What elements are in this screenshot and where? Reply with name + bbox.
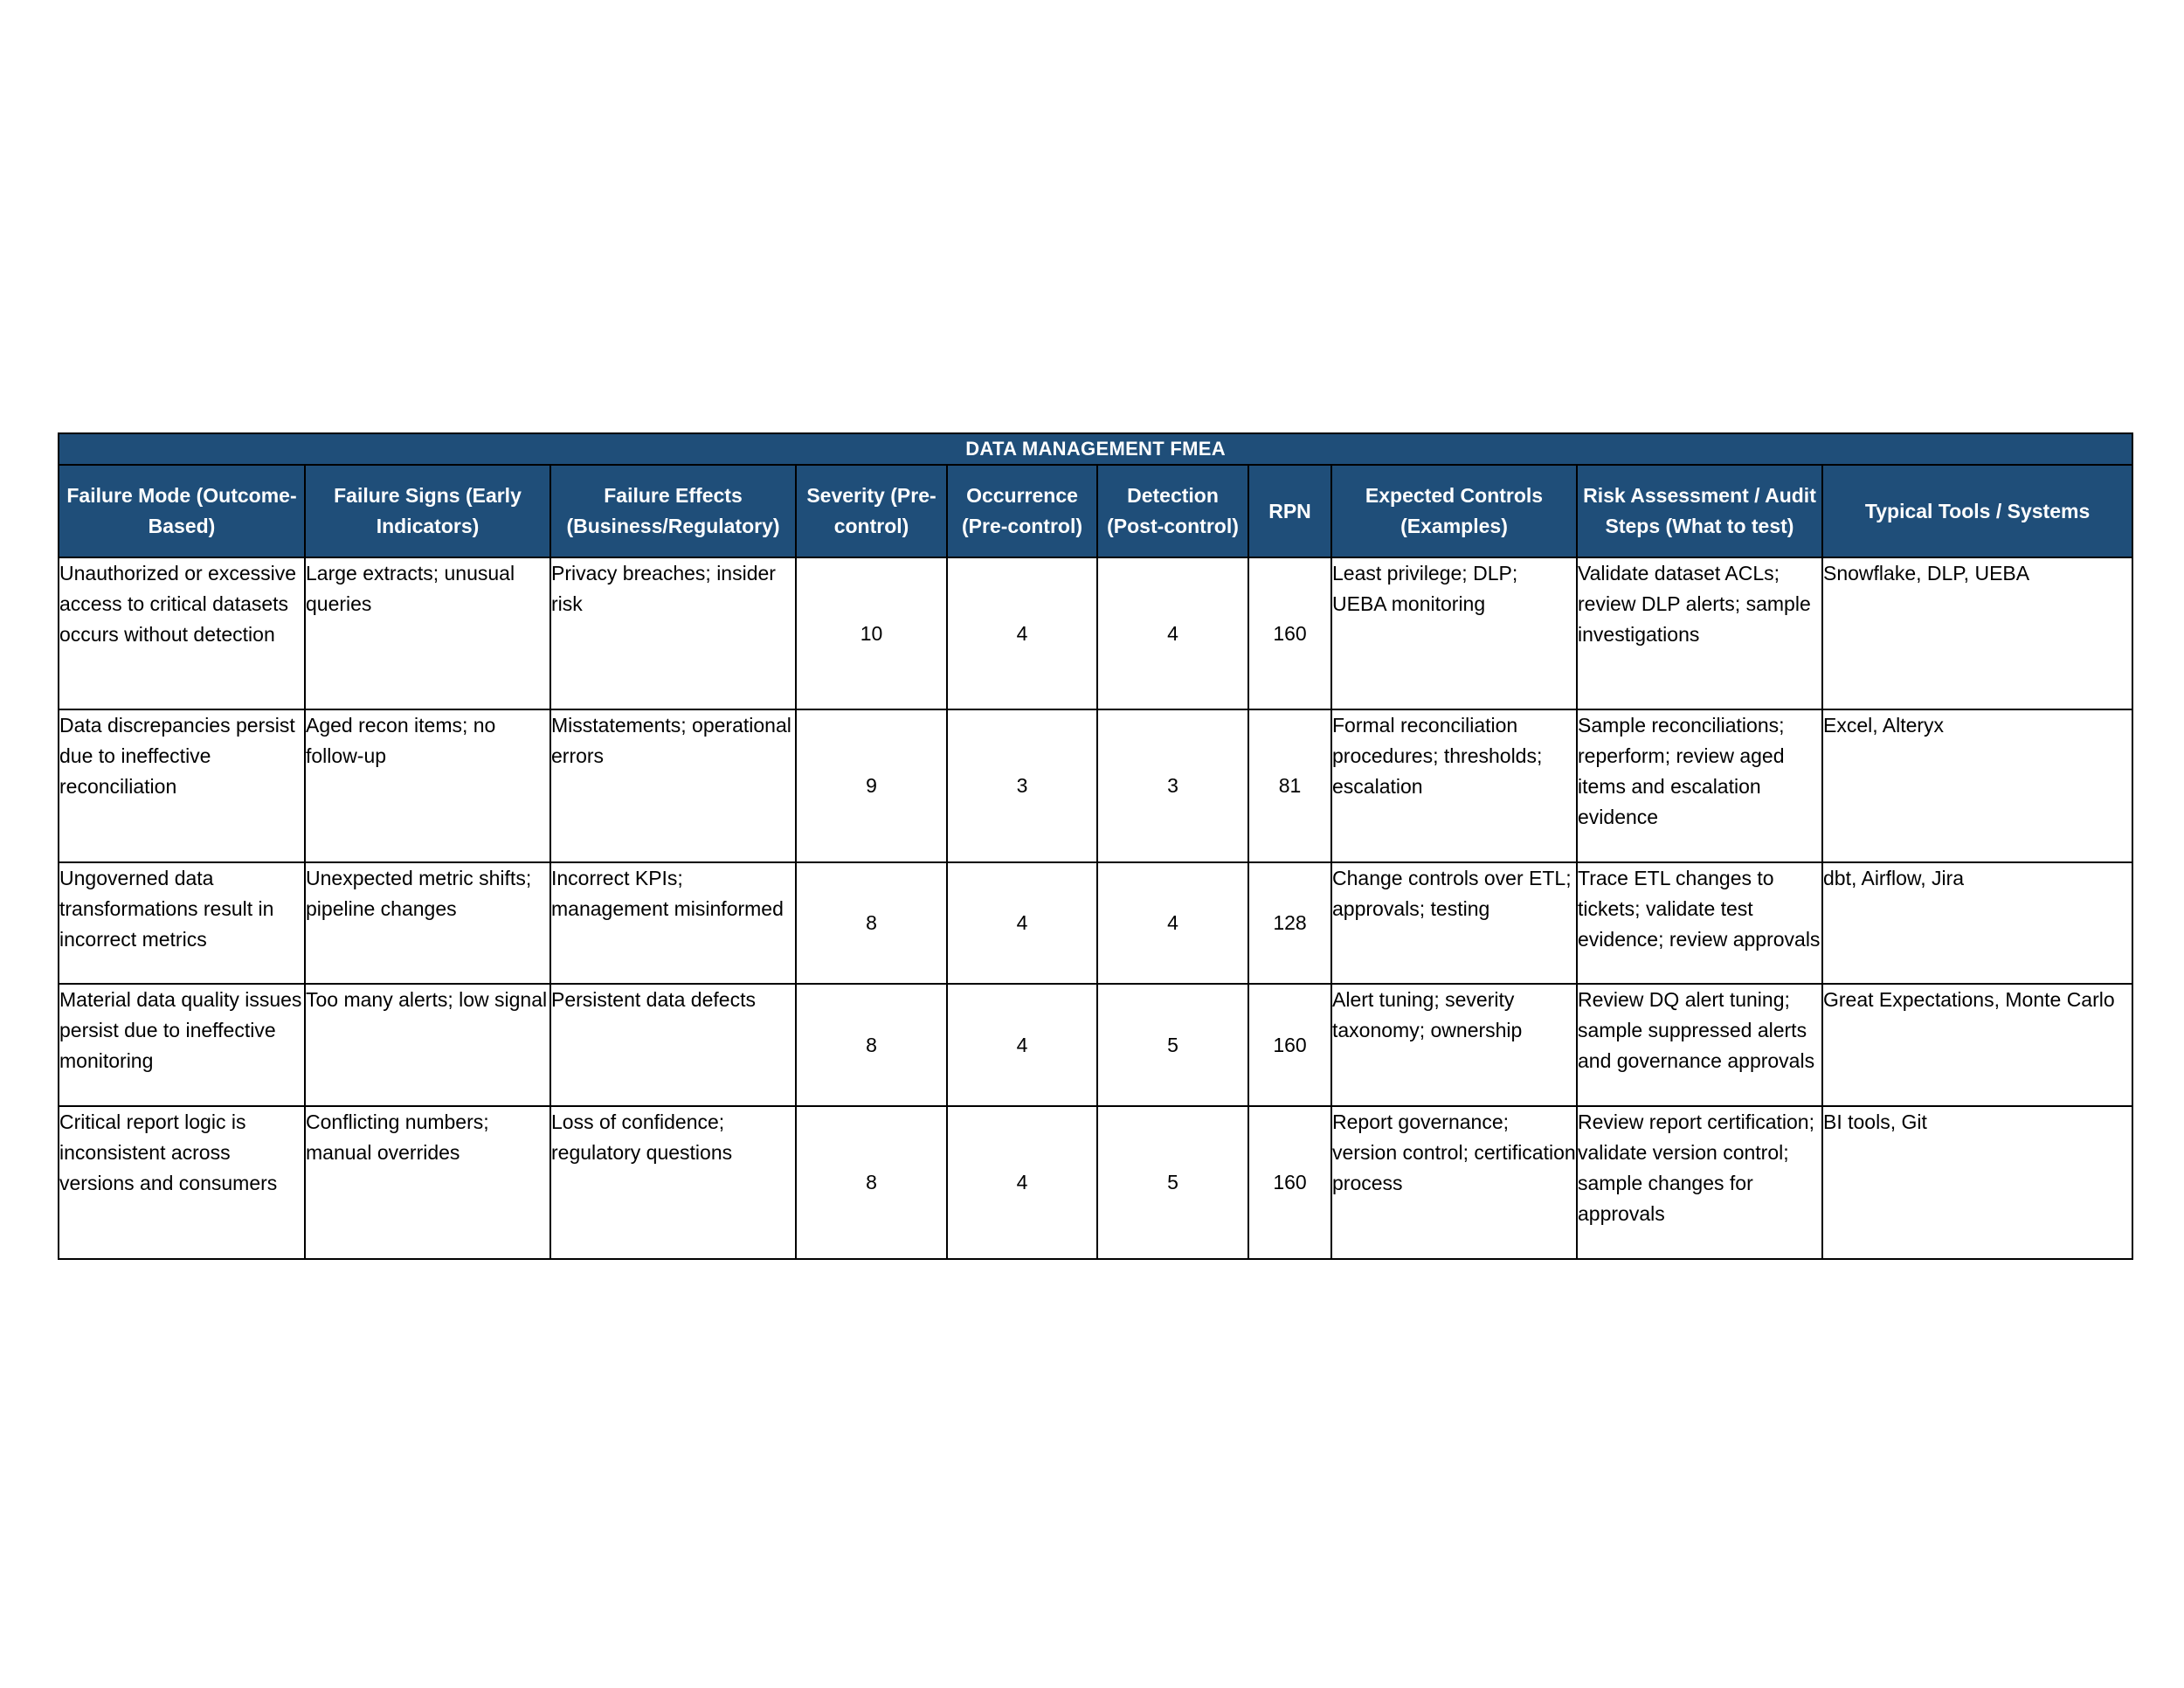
table-row [59, 862, 2132, 984]
cell-failure-signs: Too many alerts; low signal [305, 984, 550, 1106]
table-title: DATA MANAGEMENT FMEA [59, 433, 2132, 465]
cell-rpn: 160 [1248, 1106, 1331, 1259]
header-failure-signs: Failure Signs (Early Indicators) [305, 465, 550, 557]
header-failure-effects: Failure Effects (Business/Regulatory) [550, 465, 796, 557]
header-detection: Detection (Post-control) [1097, 465, 1248, 557]
cell-failure-effects: Incorrect KPIs; management misinformed [550, 862, 796, 984]
table-row [59, 557, 2132, 709]
cell-occurrence: 4 [947, 1106, 1097, 1259]
cell-audit-steps: Sample reconciliations; reperform; review aged items and escalation evidence [1577, 709, 1822, 862]
title-row [59, 433, 2132, 465]
cell-tools: Excel, Alteryx [1822, 709, 2132, 862]
cell-severity: 9 [796, 709, 947, 862]
cell-failure-effects: Loss of confidence; regulatory questions [550, 1106, 796, 1259]
header-row [59, 465, 2132, 557]
cell-tools: Snowflake, DLP, UEBA [1822, 557, 2132, 709]
cell-failure-mode: Unauthorized or excessive access to critical datasets occurs without detection [59, 557, 305, 709]
cell-expected-controls: Formal reconciliation procedures; thresholds; escalation [1331, 709, 1577, 862]
cell-failure-signs: Conflicting numbers; manual overrides [305, 1106, 550, 1259]
cell-failure-signs: Aged recon items; no follow-up [305, 709, 550, 862]
cell-expected-controls: Report governance; version control; certification process [1331, 1106, 1577, 1259]
cell-failure-mode: Critical report logic is inconsistent across versions and consumers [59, 1106, 305, 1259]
table-row [59, 709, 2132, 862]
cell-failure-effects: Privacy breaches; insider risk [550, 557, 796, 709]
fmea-table [58, 432, 2133, 1260]
cell-audit-steps: Review DQ alert tuning; sample suppressed alerts and governance approvals [1577, 984, 1822, 1106]
cell-failure-effects: Misstatements; operational errors [550, 709, 796, 862]
table-row [59, 984, 2132, 1106]
cell-expected-controls: Alert tuning; severity taxonomy; ownership [1331, 984, 1577, 1106]
cell-occurrence: 3 [947, 709, 1097, 862]
cell-severity: 8 [796, 1106, 947, 1259]
cell-failure-effects: Persistent data defects [550, 984, 796, 1106]
cell-detection: 4 [1097, 557, 1248, 709]
cell-failure-mode: Data discrepancies persist due to ineffective reconciliation [59, 709, 305, 862]
cell-failure-mode: Material data quality issues persist due to ineffective monitoring [59, 984, 305, 1106]
header-audit-steps: Risk Assessment / Audit Steps (What to test) [1577, 465, 1822, 557]
cell-occurrence: 4 [947, 862, 1097, 984]
cell-failure-signs: Large extracts; unusual queries [305, 557, 550, 709]
cell-audit-steps: Review report certification; validate version control; sample changes for approvals [1577, 1106, 1822, 1259]
cell-severity: 8 [796, 862, 947, 984]
cell-tools: dbt, Airflow, Jira [1822, 862, 2132, 984]
cell-rpn: 128 [1248, 862, 1331, 984]
cell-severity: 10 [796, 557, 947, 709]
cell-expected-controls: Change controls over ETL; approvals; testing [1331, 862, 1577, 984]
cell-detection: 5 [1097, 984, 1248, 1106]
cell-audit-steps: Validate dataset ACLs; review DLP alerts; sample investigations [1577, 557, 1822, 709]
fmea-sheet [58, 432, 2132, 1260]
cell-detection: 3 [1097, 709, 1248, 862]
cell-tools: Great Expectations, Monte Carlo [1822, 984, 2132, 1106]
cell-failure-signs: Unexpected metric shifts; pipeline changes [305, 862, 550, 984]
header-tools: Typical Tools / Systems [1822, 465, 2132, 557]
cell-rpn: 160 [1248, 557, 1331, 709]
cell-audit-steps: Trace ETL changes to tickets; validate test evidence; review approvals [1577, 862, 1822, 984]
cell-rpn: 160 [1248, 984, 1331, 1106]
cell-expected-controls: Least privilege; DLP; UEBA monitoring [1331, 557, 1577, 709]
header-rpn: RPN [1248, 465, 1331, 557]
header-failure-mode: Failure Mode (Outcome-Based) [59, 465, 305, 557]
cell-detection: 5 [1097, 1106, 1248, 1259]
cell-severity: 8 [796, 984, 947, 1106]
cell-occurrence: 4 [947, 557, 1097, 709]
cell-failure-mode: Ungoverned data transformations result in incorrect metrics [59, 862, 305, 984]
cell-tools: BI tools, Git [1822, 1106, 2132, 1259]
cell-rpn: 81 [1248, 709, 1331, 862]
header-severity: Severity (Pre-control) [796, 465, 947, 557]
cell-occurrence: 4 [947, 984, 1097, 1106]
header-occurrence: Occurrence (Pre-control) [947, 465, 1097, 557]
cell-detection: 4 [1097, 862, 1248, 984]
table-row [59, 1106, 2132, 1259]
header-expected-controls: Expected Controls (Examples) [1331, 465, 1577, 557]
